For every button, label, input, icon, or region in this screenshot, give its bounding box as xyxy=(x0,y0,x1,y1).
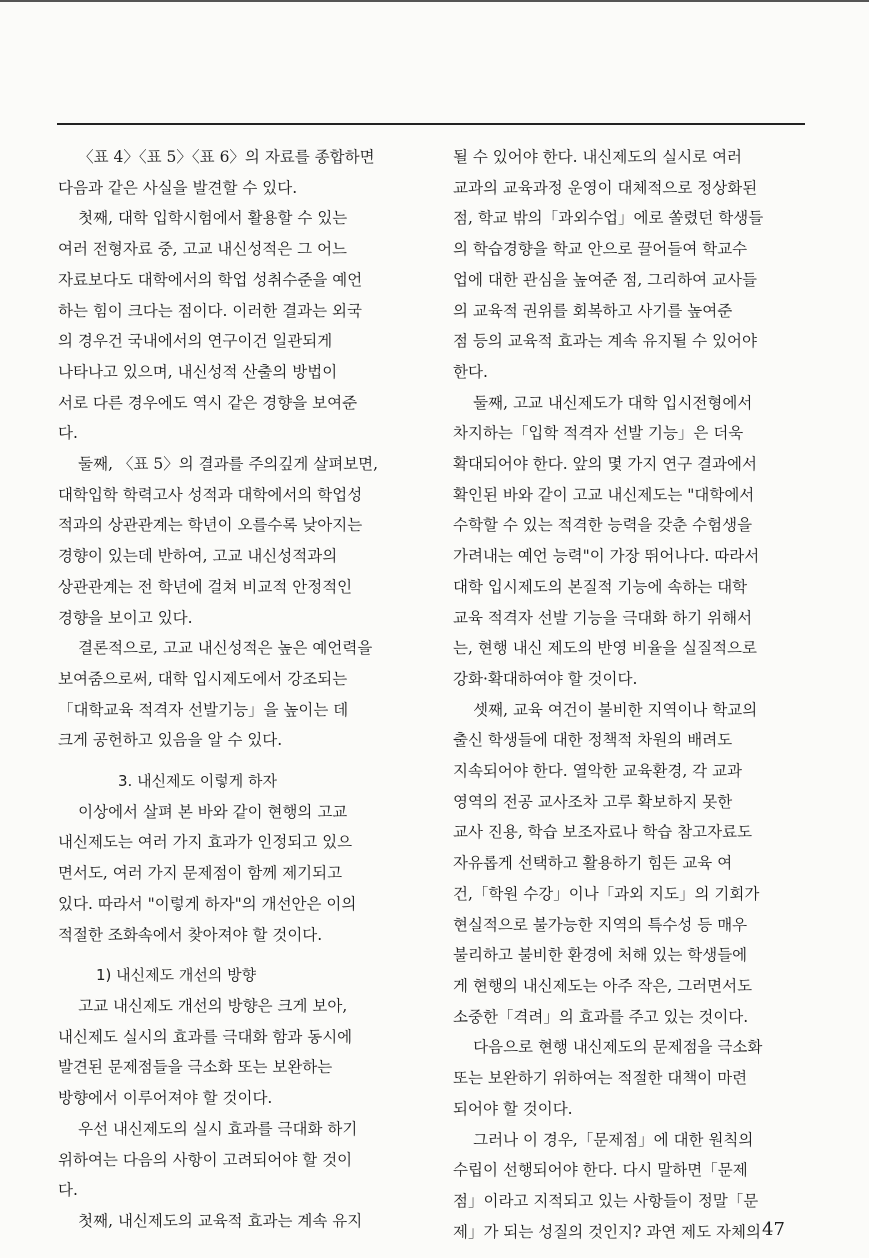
paragraph-minimize-problems: 다음으로 현행 내신제도의 문제점을 극소화 또는 보완하기 위하여는 적절한 대책이 마련 되어야 할 것이다. xyxy=(453,1038,763,1118)
page-number: 47 xyxy=(762,1219,785,1240)
paragraph-summary-intro: 〈표 4〉〈표 5〉〈표 6〉의 자료를 종합하면 다음과 같은 사실을 발견할 수 있다. xyxy=(58,148,375,197)
page-top-edge xyxy=(0,0,869,2)
paragraph-first-finding: 첫째, 대학 입학시험에서 활용할 수 있는 여러 전형자료 중, 고교 내신성적은 그 어느 자료보다도 대학에서의 학업 성취수준을 예언 하는 힘이 크다는 점이다. 이러한 결과는 외국 의 경우건 국내에서의 연구이건 일관되게 나타나고 있으며, 내신성적 산출의 방법이 서로 다른 경우에도 역시 같은 경향을 보여준 다. xyxy=(58,209,363,443)
subsection-gap xyxy=(58,950,410,960)
subsection-heading: 1) 내신제도 개선의 방향 xyxy=(96,966,257,985)
paragraph-conclusion: 결론적으로, 고교 내신성적은 높은 예언력을 보여줌으로써, 대학 입시제도에서 강조되는 「대학교육 적격자 선발기능」을 높이는 데 크게 공헌하고 있음을 알 수 있다. xyxy=(58,639,373,750)
paragraph-second-item: 둘째, 고교 내신제도가 대학 입시전형에서 차지하는「입학 적격자 선발 기능」은 더욱 확대되어야 한다. 앞의 몇 가지 연구 결과에서 확인된 바와 같이 고교 내신제도는 "대학에서 수학할 수 있는 적격한 능력을 갖춘 수험생을 가려내는 예언 능력"이 가장 뛰어나다. 따라서 대학 입시제도의 본질적 기능에 속하는 대학 교육 적격자 선발 기능을 극대화 하기 위해서 는, 현행 내신 제도의 반영 비율을 실질적으로 강화·확대하여야 할 것이다. xyxy=(453,393,760,688)
section-heading: 3. 내신제도 이렇게 하자 xyxy=(118,772,278,791)
header-rule xyxy=(57,123,805,125)
paragraph-first-item: 첫째, 내신제도의 교육적 효과는 계속 유지 xyxy=(78,1211,363,1230)
paragraph-maximize-effects: 우선 내신제도의 실시 효과를 극대화 하기 위하여는 다음의 사항이 고려되어야 할 것이 다. xyxy=(58,1119,358,1200)
paragraph-third-item: 셋째, 교육 여건이 불비한 지역이나 학교의 출신 학생들에 대한 정책적 차원의 배려도 지속되어야 한다. 열악한 교육환경, 각 교과 영역의 전공 교사조차 고루 확보하지 못한 교사 진용, 학습 보조자료나 학습 참고자료도 자유롭게 선택하고 활용하기 힘든 교육 여 건,「학원 수강」이나「과외 지도」의 기회가 현실적으로 불가능한 지역의 특수성 등 매우 불리하고 불비한 환경에 처해 있는 학생들에 게 현행의 내신제도는 아주 작은, 그러면서도 소중한「격려」의 효과를 주고 있는 것이다. xyxy=(453,700,760,1026)
right-column xyxy=(453,142,805,1247)
paragraph-first-item-continued: 될 수 있어야 한다. 내신제도의 실시로 여러 교과의 교육과정 운영이 대체적으로 정상화된 점, 학교 밖의「과외수업」에로 쏠렸던 학생들 의 학습경향을 학교 안으로 끌어들여 학교수 업에 대한 관심을 높여준 점, 그리하여 교사들 의 교육적 권위를 회복하고 사기를 높여준 점 등의 교육적 효과는 계속 유지될 수 있어야 한다. xyxy=(453,148,764,381)
paragraph-principles: 그러나 이 경우,「문제점」에 대한 원칙의 수립이 선행되어야 한다. 다시 말하면「문제 점」이라고 지적되고 있는 사항들이 정말「문 제」가 되는 성질의 것인지? 과연 제도 자체의 xyxy=(453,1130,761,1241)
paragraph-section-intro: 이상에서 살펴 본 바와 같이 현행의 고교 내신제도는 여러 가지 효과가 인정되고 있으 면서도, 여러 가지 문제점이 함께 제기되고 있다. 따라서 "이렇게 하자"의 개선안은 이의 적절한 조화속에서 찾아져야 할 것이다. xyxy=(58,802,357,944)
paragraph-improvement-direction: 고교 내신제도 개선의 방향은 크게 보아, 내신제도 실시의 효과를 극대화 함과 동시에 발견된 문제점들을 극소화 또는 보완하는 방향에서 이루어져야 할 것이다. xyxy=(58,996,353,1108)
left-column xyxy=(58,142,410,1237)
paragraph-second-finding: 둘째, 〈표 5〉의 결과를 주의깊게 살펴보면, 대학입학 학력고사 성적과 대학에서의 학업성 적과의 상관관계는 학년이 오를수록 낮아지는 경향이 있는데 반하여, 고교 내신성적과의 상관관계는 전 학년에 걸쳐 비교적 안정적인 경향을 보이고 있다. xyxy=(58,455,379,627)
section-gap xyxy=(58,756,410,766)
